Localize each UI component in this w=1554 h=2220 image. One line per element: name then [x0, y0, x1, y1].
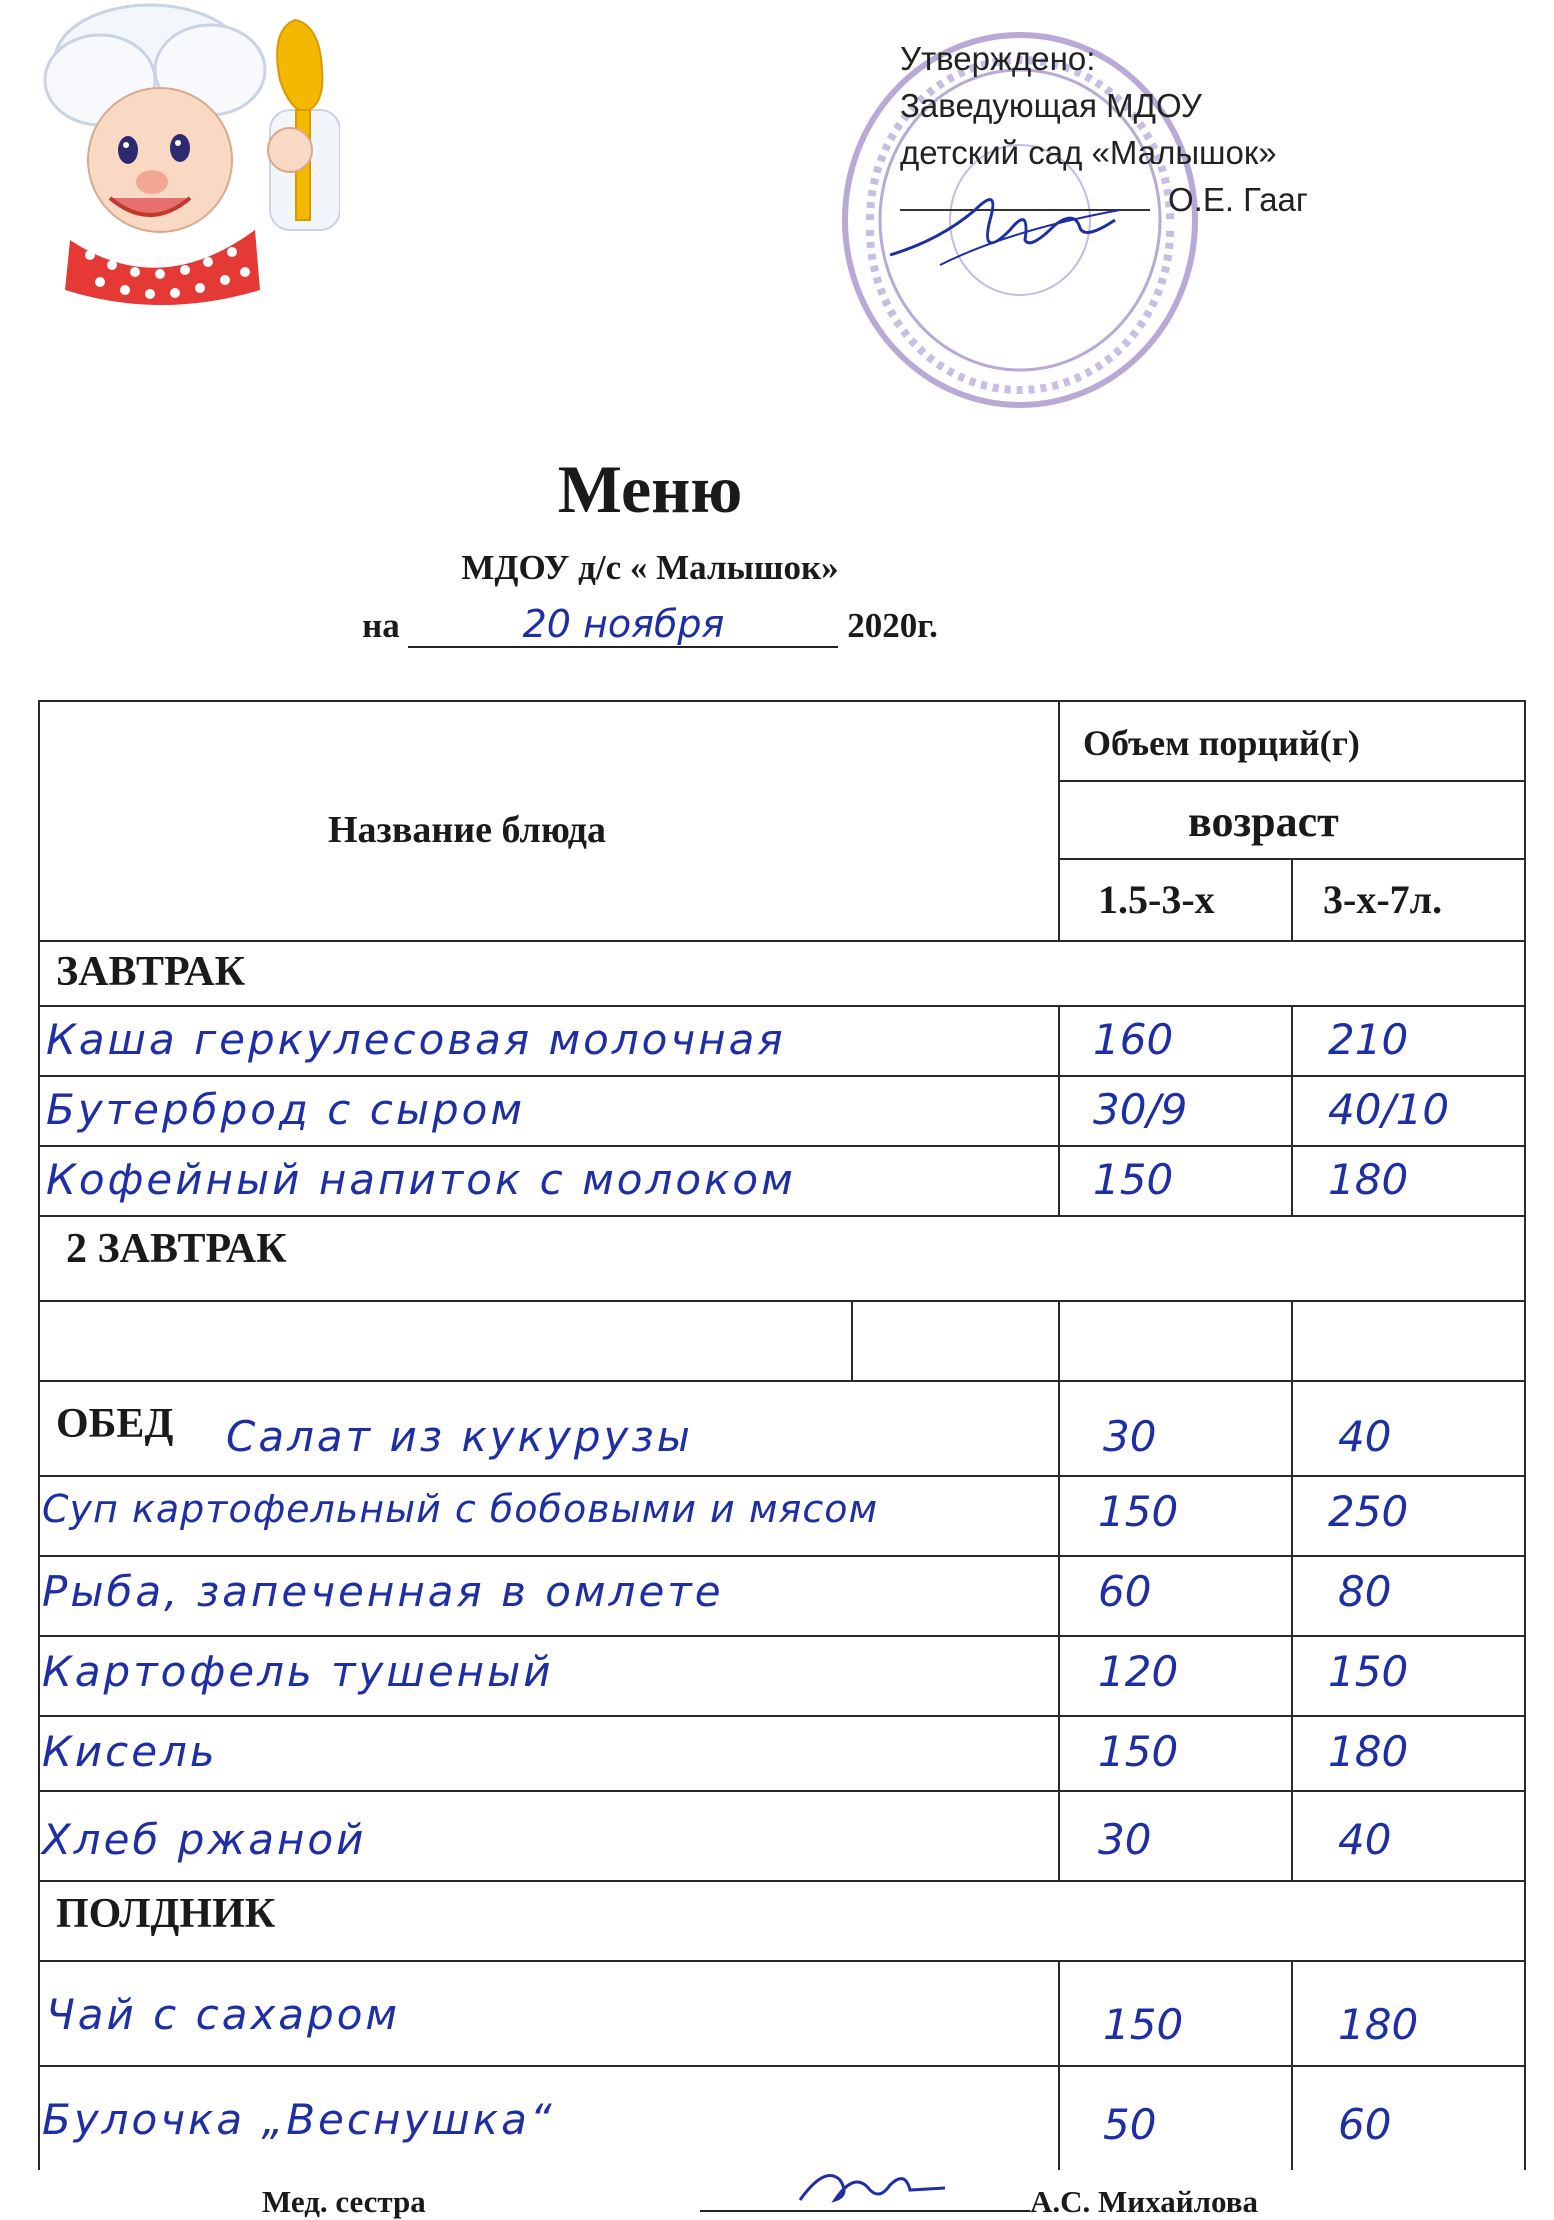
approved-label: Утверждено:	[900, 40, 1096, 77]
lunch-item-b: 180	[1328, 1727, 1409, 1776]
date-prefix: на	[362, 606, 400, 645]
row-line	[38, 1380, 1526, 1382]
row-line	[38, 1635, 1526, 1637]
footer	[0, 2184, 1554, 2219]
row-line	[38, 1715, 1526, 1717]
lunch-item-a: 150	[1098, 1727, 1179, 1776]
breakfast-item-name: Кофейный напиток с молоком	[46, 1155, 796, 1204]
snack-item-a: 150	[1103, 2000, 1184, 2049]
chef-illustration	[40, 0, 340, 320]
approver-institution: детский сад «Малышок»	[900, 134, 1277, 171]
date-year: 2020г.	[847, 606, 938, 645]
breakfast-item-a: 30/9	[1093, 1085, 1188, 1134]
approver-name: О.Е. Гааг	[1168, 181, 1308, 218]
header-bottom-line	[38, 940, 1526, 942]
head-signature	[880, 170, 1130, 280]
table-border-top	[38, 700, 1526, 702]
lunch-item-a: 60	[1098, 1567, 1152, 1616]
row-line	[38, 1075, 1526, 1077]
lunch-item-name: Суп картофельный с бобовыми и мясом	[42, 1487, 879, 1531]
lunch-item-name: Кисель	[42, 1727, 218, 1776]
breakfast-item-a: 150	[1093, 1155, 1174, 1204]
page-title: Меню	[557, 451, 743, 527]
lunch-item-name: Хлеб ржаной	[42, 1815, 367, 1864]
row-line	[38, 1005, 1526, 1007]
page-subtitle: МДОУ д/с « Малышок»	[461, 548, 839, 587]
row-line	[38, 1880, 1526, 1882]
lunch-item-b: 150	[1328, 1647, 1409, 1696]
date-line	[0, 602, 1300, 648]
section-lunch: ОБЕД	[56, 1401, 174, 1447]
col-portion-header: Объем порций(г)	[1083, 723, 1360, 763]
row-line	[38, 1475, 1526, 1477]
lunch-item-name: Рыба, запеченная в омлете	[42, 1567, 724, 1616]
section-snack: ПОЛДНИК	[56, 1891, 276, 1937]
snack-item-a: 50	[1103, 2100, 1157, 2149]
nurse-signature-line	[700, 2210, 1030, 2212]
table-border-right	[1524, 700, 1526, 2170]
col-divider-a	[1058, 1380, 1060, 1880]
section-second-breakfast: 2 ЗАВТРАК	[66, 1226, 287, 1272]
row-line	[38, 1960, 1526, 1962]
row-line	[38, 1145, 1526, 1147]
row-line	[38, 1215, 1526, 1217]
row-line	[38, 2065, 1526, 2067]
lunch-item-name: Салат из кукурузы	[226, 1412, 693, 1461]
col-divider-header	[1058, 700, 1060, 940]
row-line	[38, 1300, 1526, 1302]
lunch-item-a: 30	[1103, 1412, 1157, 1461]
lunch-item-b: 40	[1338, 1815, 1392, 1864]
col-divider-b	[1291, 1300, 1293, 1380]
snack-item-b: 180	[1338, 2000, 1419, 2049]
nurse-name: А.С. Михайлова	[1030, 2184, 1258, 2219]
approver-position: Заведующая МДОУ	[900, 87, 1202, 124]
col-divider-b	[1291, 1005, 1293, 1215]
breakfast-item-a: 160	[1093, 1015, 1174, 1064]
col-divider-a	[1058, 1300, 1060, 1380]
handwritten-date: 20 ноября	[408, 602, 838, 648]
col-dish-header: Название блюда	[328, 809, 606, 851]
table-border-left	[38, 700, 40, 2170]
header-row-line-1	[1058, 780, 1524, 782]
nurse-label: Мед. сестра	[262, 2184, 426, 2219]
lunch-item-b: 40	[1338, 1412, 1392, 1461]
breakfast-item-b: 40/10	[1328, 1085, 1450, 1134]
col-divider-empty	[851, 1300, 853, 1380]
nurse-signature	[795, 2160, 955, 2210]
breakfast-item-name: Каша геркулесовая молочная	[46, 1015, 786, 1064]
breakfast-item-b: 210	[1328, 1015, 1409, 1064]
lunch-item-a: 120	[1098, 1647, 1179, 1696]
lunch-item-b: 250	[1328, 1487, 1409, 1536]
lunch-item-a: 150	[1098, 1487, 1179, 1536]
col-age-header: возраст	[1188, 797, 1339, 846]
section-breakfast: ЗАВТРАК	[56, 949, 246, 995]
snack-item-name: Булочка „Веснушка“	[42, 2095, 555, 2144]
breakfast-item-name: Бутерброд с сыром	[46, 1085, 526, 1134]
col-age-1-header: 1.5-3-х	[1098, 877, 1215, 922]
age-col-divider	[1291, 858, 1293, 940]
col-age-2-header: 3-х-7л.	[1323, 877, 1443, 922]
col-divider-a	[1058, 1005, 1060, 1215]
row-line	[38, 1790, 1526, 1792]
menu-table	[38, 700, 1526, 2187]
snack-item-b: 60	[1338, 2100, 1392, 2149]
col-divider-b	[1291, 1380, 1293, 1880]
lunch-item-a: 30	[1098, 1815, 1152, 1864]
lunch-item-name: Картофель тушеный	[42, 1647, 554, 1696]
snack-item-name: Чай с сахаром	[46, 1990, 401, 2039]
row-line	[38, 1555, 1526, 1557]
breakfast-item-b: 180	[1328, 1155, 1409, 1204]
lunch-item-b: 80	[1338, 1567, 1392, 1616]
